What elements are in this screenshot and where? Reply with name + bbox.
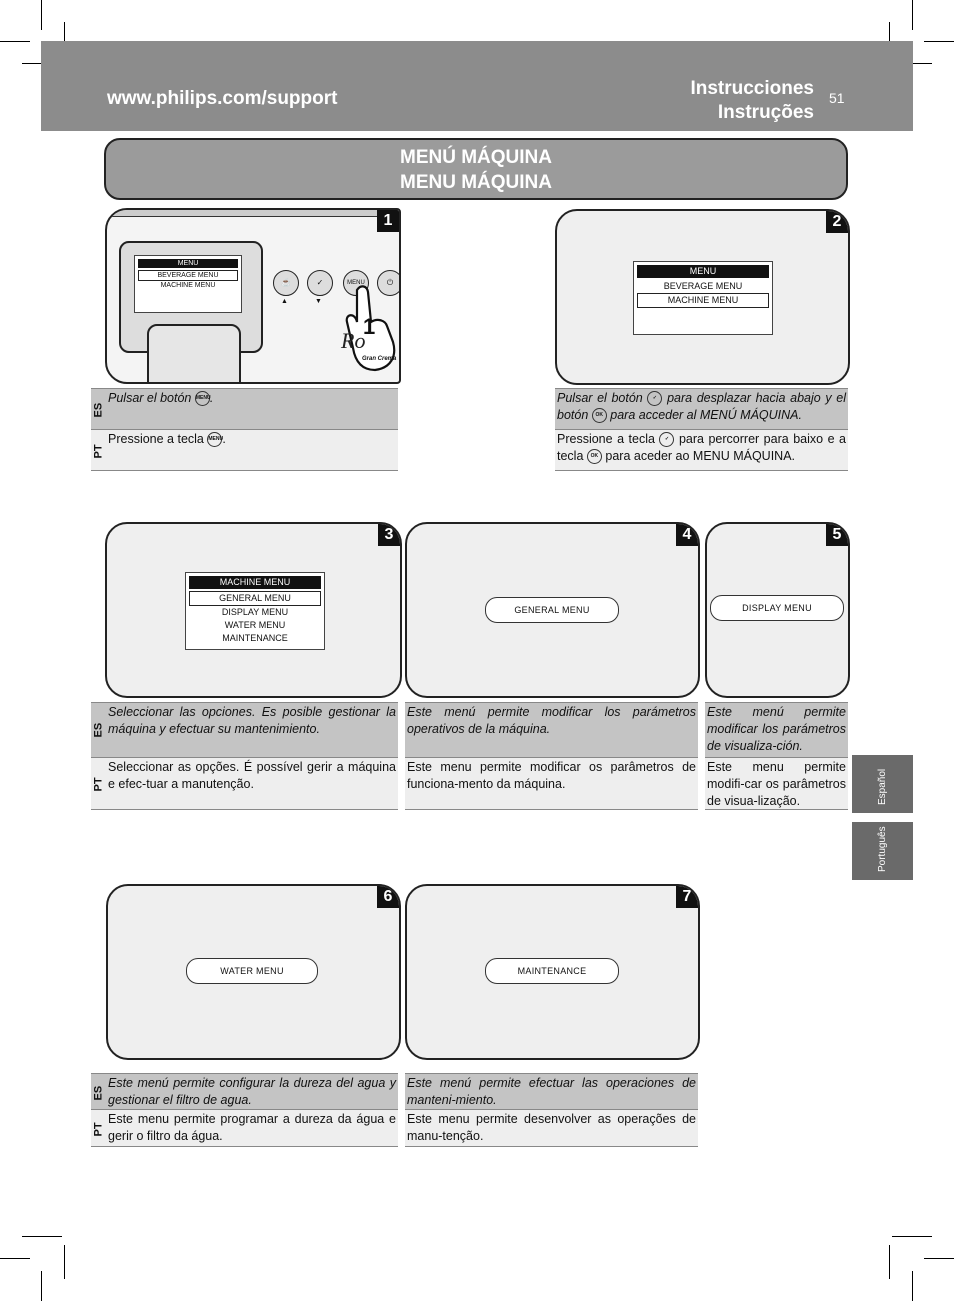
step-number: 2 bbox=[826, 211, 848, 233]
side-tab-es[interactable] bbox=[852, 755, 913, 813]
step-2-pt-before: Pressione a tecla bbox=[557, 432, 655, 446]
crop-mark bbox=[41, 0, 42, 30]
scroll-down-button[interactable]: ✓ bbox=[307, 270, 333, 296]
menu-button[interactable]: MENU bbox=[343, 270, 369, 296]
step-1-pt-after: . bbox=[222, 432, 226, 446]
lang-label-es: ES bbox=[92, 722, 105, 738]
display-item-machine: MACHINE MENU bbox=[160, 282, 216, 289]
step-6-illustration bbox=[106, 884, 401, 1060]
step-number: 5 bbox=[826, 524, 848, 546]
finger-step-label: 1 bbox=[363, 314, 376, 339]
step-2-pt-after: para aceder ao MENU MÁQUINA. bbox=[605, 449, 796, 463]
step-6-es-text: Este menú permite configurar la dureza del agua y gestionar el filtro de agua. bbox=[108, 1076, 396, 1107]
lang-label-pt: PT bbox=[92, 444, 105, 459]
crop-mark bbox=[912, 0, 913, 30]
lang-label-es: ES bbox=[92, 402, 105, 418]
general-menu-pill: GENERAL MENU bbox=[485, 597, 619, 623]
display-header: MACHINE MENU bbox=[189, 576, 321, 589]
section-title bbox=[104, 138, 848, 200]
machine-display bbox=[134, 255, 242, 313]
step-1-es-after: . bbox=[209, 391, 214, 405]
step-2-es-before: Pulsar el botón bbox=[557, 391, 643, 405]
maintenance-pill: MAINTENANCE bbox=[485, 958, 619, 984]
step-3-illustration bbox=[105, 522, 402, 698]
step-7-es-text: Este menú permite efectuar las operaciones de manteni-miento. bbox=[407, 1076, 696, 1107]
step-7-illustration bbox=[405, 884, 700, 1060]
up-arrow-icon: ▲ bbox=[281, 298, 288, 305]
crop-mark bbox=[0, 1258, 30, 1259]
step-1-es-before: Pulsar el botón bbox=[108, 391, 192, 405]
coffee-button[interactable]: ☕ bbox=[273, 270, 299, 296]
ok-button-icon: OK bbox=[587, 449, 602, 464]
step-5-es-text: Este menú permite modificar los parámetros de visualiza-ción. bbox=[707, 705, 846, 753]
machine-top-strip bbox=[107, 210, 399, 217]
section-title-es: MENÚ MÁQUINA bbox=[400, 147, 552, 168]
crop-mark bbox=[912, 1271, 913, 1301]
water-menu-pill: WATER MENU bbox=[186, 958, 318, 984]
section-title-pt: MENU MÁQUINA bbox=[400, 172, 552, 193]
step-number: 3 bbox=[378, 524, 400, 546]
scroll-down-icon: ✓ bbox=[647, 391, 662, 406]
display-item-beverage: BEVERAGE MENU bbox=[138, 270, 238, 281]
step-number: 4 bbox=[676, 524, 698, 546]
display-header: MENU bbox=[138, 259, 238, 268]
crop-mark bbox=[892, 1236, 932, 1237]
crop-mark bbox=[889, 1245, 890, 1279]
crop-mark bbox=[924, 41, 954, 42]
page-number: 51 bbox=[829, 90, 845, 106]
brand-logo: Ro bbox=[341, 328, 366, 353]
step-5-pt-text: Este menu permite modifi-car os parâmetros de visua-lização. bbox=[707, 760, 846, 808]
display-item-water: WATER MENU bbox=[224, 620, 286, 630]
step-1-text-pt bbox=[91, 430, 398, 471]
display-screen bbox=[633, 261, 773, 335]
step-3-es-text: Seleccionar las opciones. Es posible gestionar la máquina y efectuar su mantenimiento. bbox=[108, 705, 396, 736]
step-number: 6 bbox=[377, 886, 399, 908]
ok-button-icon: OK bbox=[592, 408, 607, 423]
step-7-text-pt bbox=[405, 1110, 698, 1147]
step-2-text-pt bbox=[555, 430, 848, 471]
power-button[interactable]: ⏻ bbox=[377, 270, 401, 296]
display-item-beverage: BEVERAGE MENU bbox=[663, 281, 743, 291]
step-3-text-es bbox=[91, 702, 398, 758]
down-arrow-icon: ▼ bbox=[315, 298, 322, 305]
step-4-text-es bbox=[405, 702, 698, 758]
menu-button-icon: MENU bbox=[195, 391, 210, 406]
side-tab-es-label: Español bbox=[877, 768, 888, 805]
step-1-pt-before: Pressione a tecla bbox=[108, 432, 204, 446]
menu-button-icon: MENU bbox=[207, 432, 222, 447]
display-item-general: GENERAL MENU bbox=[189, 591, 321, 606]
crop-mark bbox=[41, 1271, 42, 1301]
display-menu-pill: DISPLAY MENU bbox=[710, 595, 844, 621]
lang-label-es: ES bbox=[92, 1085, 105, 1101]
step-4-es-text: Este menú permite modificar los parámetros operativos de la máquina. bbox=[407, 705, 696, 736]
display-header: MENU bbox=[637, 265, 769, 278]
step-4-pt-text: Este menu permite modificar os parâmetros de funciona-mento da máquina. bbox=[407, 760, 696, 791]
display-screen bbox=[185, 572, 325, 650]
dispenser-spout bbox=[147, 324, 241, 384]
step-5-illustration bbox=[705, 522, 850, 698]
crop-mark bbox=[924, 1258, 954, 1259]
step-5-text-pt bbox=[705, 758, 848, 810]
step-number: 7 bbox=[676, 886, 698, 908]
step-4-text-pt bbox=[405, 758, 698, 810]
step-6-pt-text: Este menu permite programar a dureza da água e gerir o filtro da água. bbox=[108, 1112, 396, 1143]
support-url[interactable]: www.philips.com/support bbox=[107, 88, 338, 109]
brand-model: Gran Crema bbox=[362, 356, 397, 362]
header-title-es: Instrucciones bbox=[690, 78, 814, 99]
step-2-es-after: para acceder al MENÚ MÁQUINA. bbox=[610, 408, 802, 422]
header-title-pt: Instruções bbox=[717, 102, 814, 123]
crop-mark bbox=[64, 1245, 65, 1279]
lang-label-pt: PT bbox=[92, 777, 105, 792]
step-3-text-pt bbox=[91, 758, 398, 810]
display-item-maintenance: MAINTENANCE bbox=[222, 633, 288, 643]
step-7-pt-text: Este menu permite desenvolver as operações de manu-tenção. bbox=[407, 1112, 696, 1143]
side-tab-pt[interactable] bbox=[852, 822, 913, 880]
lang-label-pt: PT bbox=[92, 1122, 105, 1137]
step-2-pt-middle: para percorrer para baixo e a tecla bbox=[557, 432, 846, 463]
step-number: 1 bbox=[377, 210, 399, 232]
step-3-pt-text: Seleccionar as opções. É possível gerir a máquina e efec-tuar a manutenção. bbox=[108, 760, 396, 791]
step-7-text-es bbox=[405, 1073, 698, 1110]
display-item-display: DISPLAY MENU bbox=[221, 607, 289, 617]
step-2-text-es bbox=[555, 388, 848, 430]
step-6-text-es bbox=[91, 1073, 398, 1110]
scroll-down-icon: ✓ bbox=[659, 432, 674, 447]
step-2-es-middle: para desplazar hacia abajo y el botón bbox=[557, 391, 846, 422]
display-item-machine: MACHINE MENU bbox=[637, 293, 769, 308]
step-6-text-pt bbox=[91, 1110, 398, 1147]
page-header bbox=[41, 41, 913, 131]
side-tab-pt-label: Português bbox=[877, 826, 888, 872]
step-1-text-es bbox=[91, 388, 398, 430]
step-4-illustration bbox=[405, 522, 700, 698]
step-1-illustration bbox=[105, 208, 401, 384]
crop-mark bbox=[0, 41, 30, 42]
step-5-text-es bbox=[705, 702, 848, 758]
step-2-illustration bbox=[555, 209, 850, 385]
crop-mark bbox=[22, 1236, 62, 1237]
